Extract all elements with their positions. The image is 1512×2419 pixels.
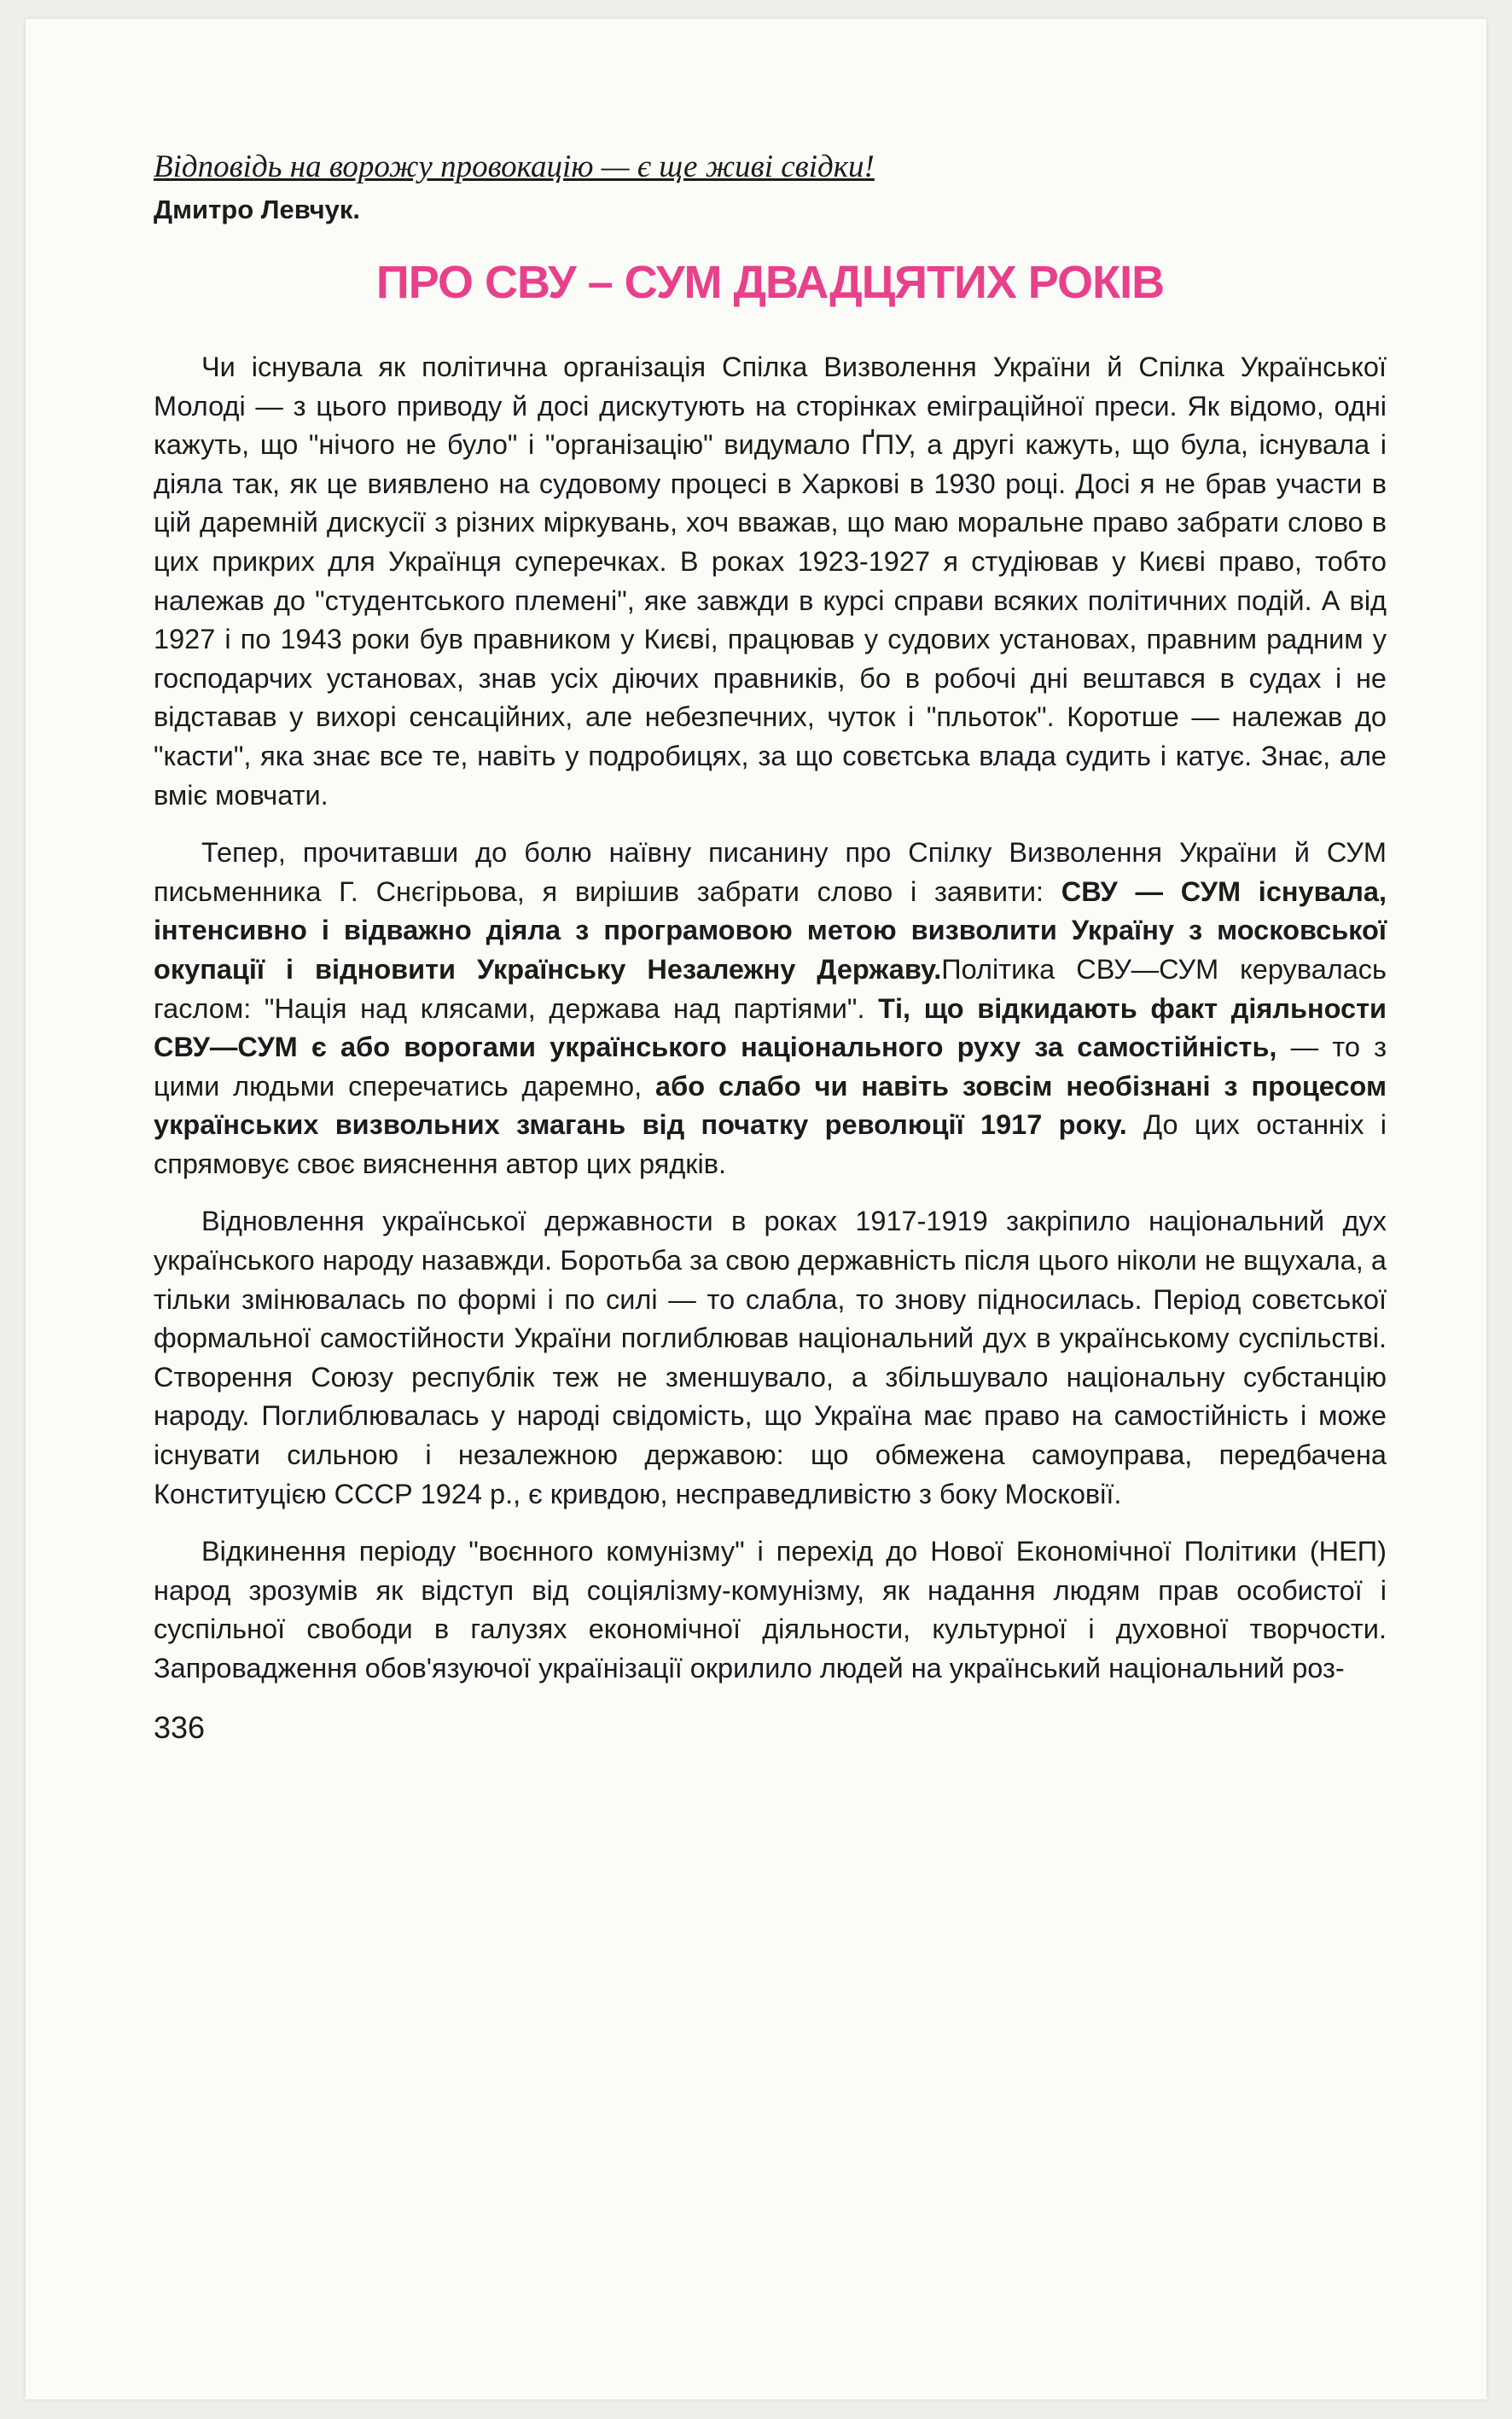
paragraph-2-part-g: До цих останніх і спрямовує своє вияснення автор цих рядків. [154, 1109, 1387, 1179]
paragraph-2-part-c: Політика СВУ—СУМ керувалась гаслом: "Нація над клясами, держава над партіями". [154, 953, 1387, 1024]
paragraph-2-bold-claim: СВУ — СУМ існувала, інтенсивно і відважно діяла з програмовою метою визволити Україну з московської окупації і відновити Українську Незалежну Державу. [154, 875, 1387, 985]
epigraph [154, 147, 1387, 188]
paragraph-2 [154, 834, 1387, 1183]
author-name: Дмитро Левчук. [154, 195, 360, 224]
paragraph-3: Відновлення української державности в роках 1917-1919 закріпило національний дух українського народу назавжди. Боротьба за свою державність після цього ніколи не вщухала, а тільки змінювалась по формі і по силі — то слабла, то знову підносилась. Період совєтської формальної самостійности України поглиблював національний дух в українському суспільстві. Створення Союзу республік теж не зменшувало, а збільшувало національну субстанцію народу. Поглиблювалась у народі свідомість, що Україна має право на самостійність і може існувати сильною і незалежною державою: що обмежена самоуправа, передбачена Конституцією СССР 1924 р., є кривдою, несправедливістю з боку Московії. [154, 1206, 1387, 1509]
paragraph-2-part-a: Тепер, прочитавши до болю наївну писанину про Спілку Визволення України й СУМ письменника Г. Снєгірьова, я вирішив забрати слово і заявити: [154, 837, 1387, 907]
page-number: 336 [154, 1709, 206, 1745]
article-title: ПРО СВУ – СУМ ДВАДЦЯТИХ РОКІВ [375, 257, 1165, 308]
page-content [154, 147, 1387, 1748]
page-sheet [26, 19, 1486, 2399]
paragraph-2-bold-opponents: Ті, що відкидають факт діяльности СВУ—СУМ є або ворогами українського національного руху за самостійність, [154, 992, 1387, 1063]
paragraph-2-bold-unaware: або слабо чи навіть зовсім необізнані з процесом українських визвольних змагань від початку революції 1917 року. [154, 1070, 1387, 1141]
paragraph-4: Відкинення періоду "воєнного комунізму" і перехід до Нової Економічної Політики (НЕП) народ зрозумів як відступ від соціялізму-комунізму, як надання людям прав особистої і суспільної свободи в галузях економічної діяльности, культурної і духовної творчости. Запровадження обов'язуючої українізації окрилило людей на український національний роз- [154, 1536, 1387, 1683]
paragraph-2-part-e: — то з цими людьми сперечатись даремно, [154, 1032, 1387, 1102]
paragraph-1: Чи існувала як політична організація Спілка Визволення України й Спілка Української Молоді — з цього приводу й досі дискутують на сторінках еміграційної преси. Як відомо, одні кажуть, що "нічого не було" і "організацію" видумало ҐПУ, а другі кажуть, що була, існувала і діяла так, як це виявлено на судовому процесі в Харкові в 1930 році. Досі я не брав участи в цій даремній дискусії з різних міркувань, хоч вважав, що маю моральне право забрати слово в цих прикрих для Українця суперечках. В роках 1923-1927 я студіював у Києві право, тобто належав до "студентського племені", яке завжди в курсі справи всяких політичних подій. А від 1927 і по 1943 роки був правником у Києві, працював у судових установах, правним радним у господарчих установах, знав усіх діючих правників, бо в робочі дні вештався в судах і не відставав у вихорі сенсаційних, але небезпечних, чуток і "пльоток". Коротше — належав до "касти", яка знає все те, навіть у подробицях, за що совєтська влада судить і катує. Знає, але вміє мовчати. [154, 352, 1387, 811]
epigraph-text: Відповідь на ворожу провокацію — є ще живі свідки! [154, 149, 875, 184]
